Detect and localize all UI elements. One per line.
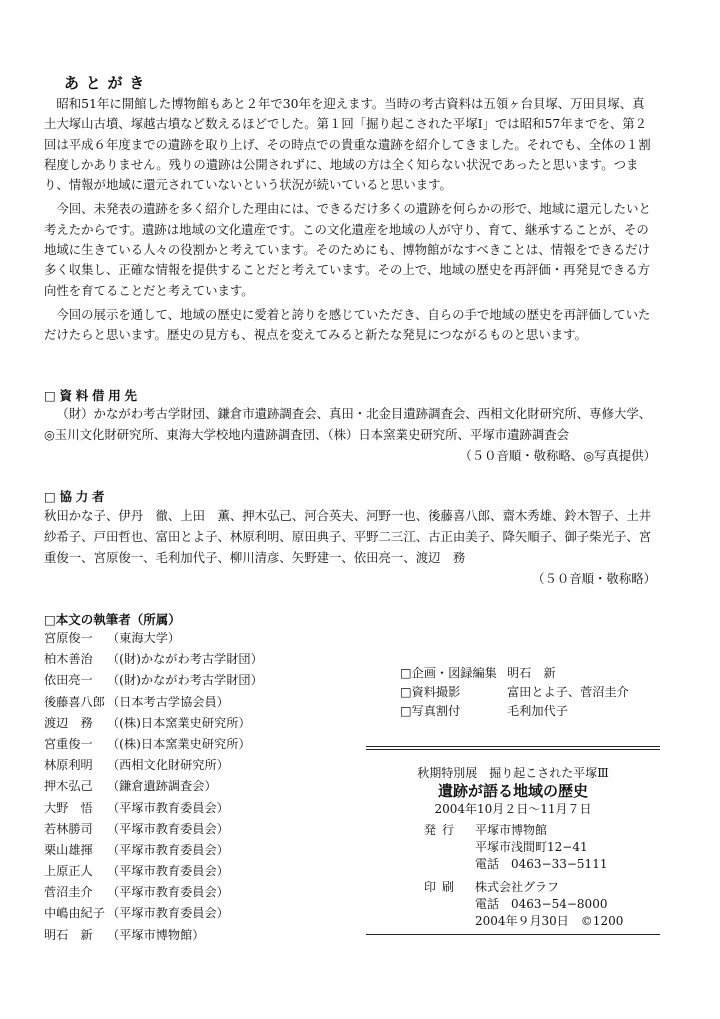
credit-label: □企画・図録編集 xyxy=(400,666,497,680)
author-affiliation: （平塚市博物館） xyxy=(107,927,205,942)
author-affiliation: （日本考古学協会員） xyxy=(107,694,229,709)
credit-value: 明石 新 xyxy=(507,666,556,680)
author-row xyxy=(44,861,304,882)
author-affiliation: （平塚市教育委員会） xyxy=(107,800,229,815)
printer-line xyxy=(410,913,660,930)
lenders-note: （５０音順・敬称略、◎写真提供） xyxy=(459,448,656,463)
author-row xyxy=(44,819,304,840)
author-row xyxy=(44,734,304,755)
afterword-title: あとがき xyxy=(64,74,152,92)
author-name: 宮原俊一 xyxy=(44,631,93,645)
author-row xyxy=(44,755,304,776)
print-date-price: 2004年９月30日 ©1200 xyxy=(475,914,624,928)
colophon-dates: 2004年10月２日〜11月７日 xyxy=(434,802,592,816)
author-name: 若林勝司 xyxy=(44,821,93,836)
publisher-label: 発行 xyxy=(424,823,461,837)
publisher-line xyxy=(410,822,660,839)
author-name: 菅沼圭介 xyxy=(44,885,93,900)
credit-row xyxy=(400,683,660,702)
printer-phone: 電話 0463−54−8000 xyxy=(475,897,608,911)
author-row xyxy=(44,882,304,903)
publisher-phone: 電話 0463−33−5111 xyxy=(475,857,608,871)
lenders-title: □資料借用先 xyxy=(44,388,141,403)
author-affiliation: （西相文化財研究所） xyxy=(107,758,229,773)
credits-block xyxy=(400,664,660,721)
author-affiliation: （鎌倉遺跡調査会） xyxy=(107,779,217,794)
credit-row xyxy=(400,664,660,683)
printer-line xyxy=(410,896,660,913)
author-affiliation: （平塚市教育委員会） xyxy=(107,864,229,879)
author-row xyxy=(44,670,304,691)
colophon-top-rule-inner xyxy=(366,749,660,750)
author-name: 依田亮一 xyxy=(44,673,93,688)
publisher-address: 平塚市浅間町12−41 xyxy=(475,840,588,854)
collaborators-body: 秋田かな子、伊丹 徹、上田 薫、押木弘己、河合英夫、河野一也、後藤喜八郎、齋木秀雄、鈴木智子、土井紗希子、戸田哲也、富田とよ子、林原利明、原田典子、平野二三江、古正由美子、降矢順子、御子柴光子、宮重俊一、宮原俊一、毛利加代子、柳川清彦、矢野建一、依田亮一、渡辺 務 xyxy=(44,508,652,566)
author-name: 上原正人 xyxy=(44,864,93,879)
author-affiliation: （平塚市教育委員会） xyxy=(107,821,229,836)
credit-row xyxy=(400,702,660,721)
author-affiliation: （平塚市教育委員会） xyxy=(107,885,229,900)
author-name: 大野 悟 xyxy=(44,800,93,815)
lenders-body: （財）かながわ考古学財団、鎌倉市遺跡調査会、真田・北金目遺跡調査会、西相文化財研究所、専修大学、◎玉川文化財研究所、東海大学校地内遺跡調査団、（株）日本窯業史研究所、平塚市遺跡調査会 xyxy=(44,406,652,443)
author-name: 林原利明 xyxy=(44,758,93,773)
author-name: 宮重俊一 xyxy=(44,736,93,751)
author-row xyxy=(44,903,304,924)
authors-list xyxy=(44,628,304,946)
printer-name: 株式会社グラフ xyxy=(475,880,560,894)
author-name: 栗山雄揮 xyxy=(44,842,93,857)
author-affiliation: （(株)日本窯業史研究所） xyxy=(107,715,251,730)
colophon-top-rule xyxy=(366,746,660,747)
authors-title: □本文の執筆者（所属） xyxy=(44,612,181,627)
colophon-printer xyxy=(410,879,660,930)
colophon-publisher xyxy=(410,822,660,873)
afterword-paragraph: 今回、未発表の遺跡を多く紹介した理由には、できるだけ多くの遺跡を何らかの形で、地域に還元したいと考えたからです。遺跡は地域の文化遺産です。この文化遺産を地域の人が守り、育て、継承することが、その地域に生きている人々の役割かと考えています。そのためにも、博物館がなすべきことは、情報をできるだけ多く収集し、正確な情報を提供することだと考えています。その上で、地域の歴史を再評価・再発見できる方向性を育てることだと考えています。 xyxy=(44,201,651,298)
author-row xyxy=(44,776,304,797)
printer-label: 印刷 xyxy=(424,880,461,894)
collaborators-title: □協力者 xyxy=(44,489,109,504)
author-affiliation: （(株)日本窯業史研究所） xyxy=(107,736,251,751)
afterword-paragraph: 今回の展示を通して、地域の歴史に愛着と誇りを感じていただき、自らの手で地域の歴史を再評価していただけたらと思います。歴史の見方も、視点を変えてみると新たな発見につながるものと思います。 xyxy=(44,306,651,343)
colophon-subtitle: 秋期特別展 掘り起こされた平塚Ⅲ xyxy=(417,766,609,780)
author-name: 柏木善治 xyxy=(44,652,93,667)
printer-line xyxy=(410,879,660,896)
author-row xyxy=(44,713,304,734)
afterword-body xyxy=(44,94,656,346)
author-row xyxy=(44,649,304,670)
author-affiliation: （東海大学） xyxy=(107,631,181,645)
publisher-name: 平塚市博物館 xyxy=(475,823,548,837)
colophon-title: 遺跡が語る地域の歴史 xyxy=(437,782,588,800)
author-name: 後藤喜八郎 xyxy=(44,694,105,709)
author-row xyxy=(44,840,304,861)
author-row xyxy=(44,925,304,946)
credit-value: 富田とよ子、菅沼圭介 xyxy=(507,685,629,699)
collaborators-note: （５０音順・敬称略） xyxy=(532,571,656,586)
author-row xyxy=(44,692,304,713)
author-name: 中嶋由紀子 xyxy=(44,906,105,921)
author-affiliation: （平塚市教育委員会） xyxy=(107,842,229,857)
credit-label: □資料撮影 xyxy=(400,685,461,699)
author-name: 押木弘己 xyxy=(44,779,93,794)
author-name: 渡辺 務 xyxy=(44,715,93,730)
publisher-line xyxy=(410,839,660,856)
author-row xyxy=(44,628,304,649)
author-name: 明石 新 xyxy=(44,927,93,942)
author-affiliation: （平塚市教育委員会） xyxy=(107,906,229,921)
credit-label: □写真割付 xyxy=(400,704,461,718)
publisher-line xyxy=(410,856,660,873)
afterword-paragraph: 昭和51年に開館した博物館もあと２年で30年を迎えます。当時の考古資料は五領ヶ台貝塚、万田貝塚、真土大塚山古墳、塚越古墳など数えるほどでした。第１回「掘り起こされた平塚Ⅰ」では昭和57年までを、第２回は平成６年度までの遺跡を取り上げ、その時点での貴重な遺跡を紹介してきました。それでも、全体の１割程度しかありません。残りの遺跡は公開されずに、地域の方は全く知らない状況であったと思います。つまり、情報が地域に還元されていないという状況が続いていると思います。 xyxy=(44,96,651,193)
author-row xyxy=(44,798,304,819)
author-affiliation: （(財)かながわ考古学財団） xyxy=(107,673,263,688)
colophon-bottom-rule xyxy=(366,934,660,935)
author-affiliation: （(財)かながわ考古学財団） xyxy=(107,652,263,667)
credit-value: 毛利加代子 xyxy=(507,704,568,718)
